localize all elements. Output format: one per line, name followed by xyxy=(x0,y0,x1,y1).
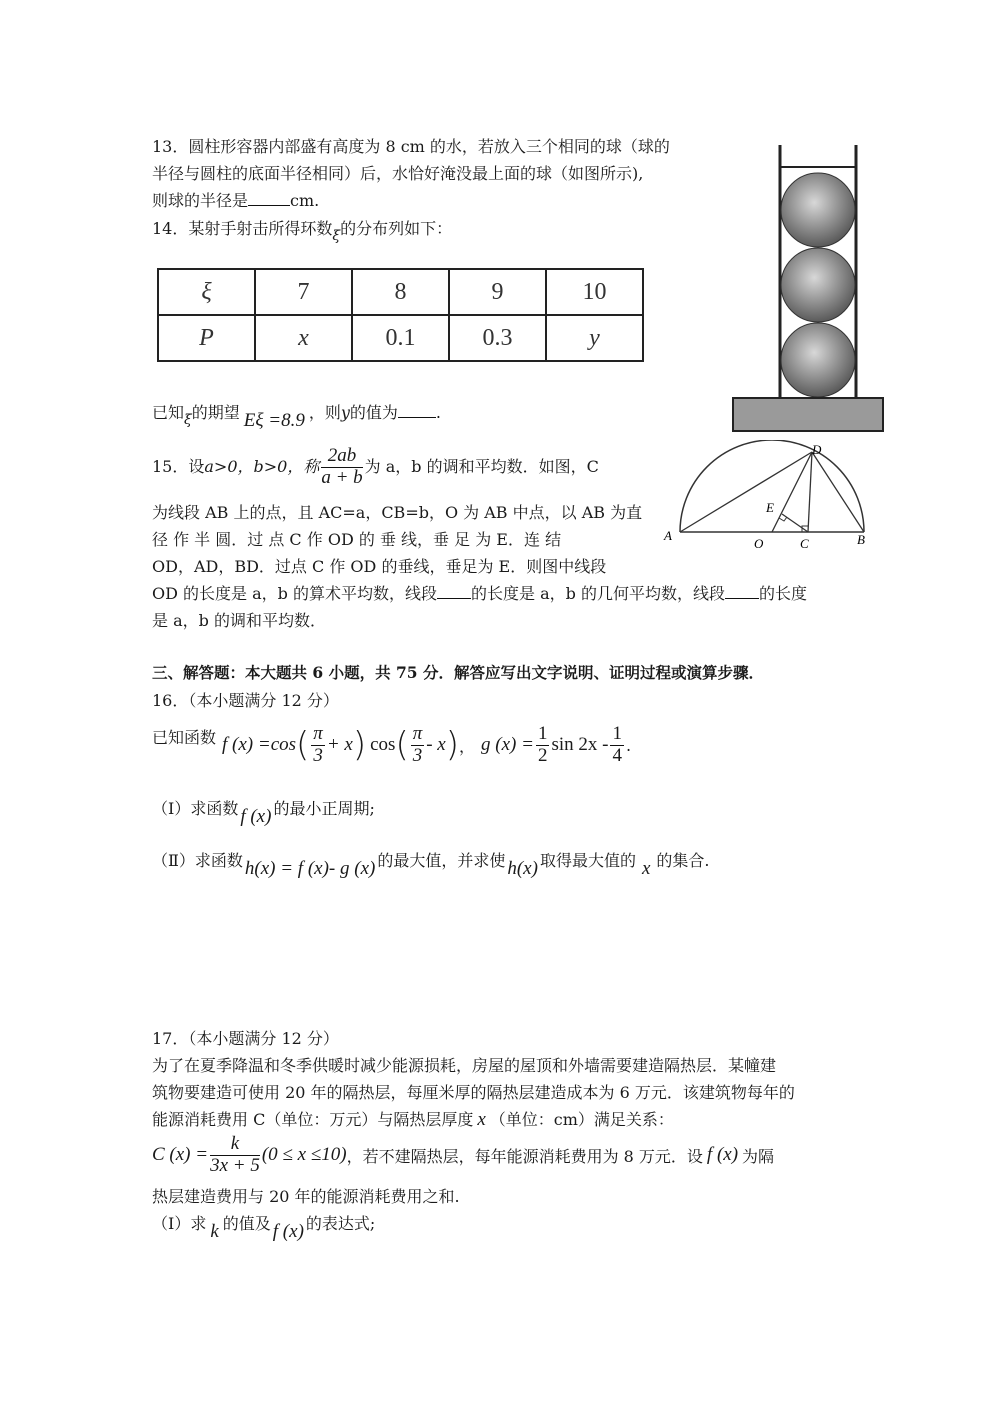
q17-text4-end: 为隔 xyxy=(742,1146,775,1166)
q16-known: 已知函数 xyxy=(152,728,217,747)
table-cell: 7 xyxy=(255,269,352,315)
part1-text: 的最小正周期; xyxy=(273,799,375,818)
q14-then: ，则 xyxy=(308,403,341,422)
q15-line5 xyxy=(152,581,807,604)
q14-value-label: 的值为 xyxy=(349,403,398,422)
q14-text: 14．某射手射击所得环数 xyxy=(152,219,333,238)
q17-text: 能源消耗费用 C（单位：万元）与隔热层厚度 xyxy=(152,1110,474,1129)
frac-denominator: 3 xyxy=(313,744,323,766)
frac-denominator: 2 xyxy=(537,744,548,766)
cylinder-balls-figure xyxy=(725,140,895,440)
q17-text4: ，若不建隔热层，每年能源消耗费用为 8 万元．设 xyxy=(346,1146,703,1166)
pi-over-3 xyxy=(311,724,325,767)
frac-denominator: a + b xyxy=(321,466,363,488)
q15-num: 15．设 xyxy=(152,456,205,476)
q17-line5: 热层建造费用与 20 年的能源消耗费用之和. xyxy=(152,1187,460,1206)
answer-blank xyxy=(725,598,759,599)
table-cell: 9 xyxy=(449,269,546,315)
var-k: k xyxy=(210,1221,219,1242)
label-B: B xyxy=(857,532,865,547)
semicircle-arc xyxy=(680,440,864,532)
label-A: A xyxy=(664,528,672,543)
var-y: y xyxy=(340,403,350,422)
q15-text-c: 的长度 xyxy=(758,584,807,603)
part2-text2: 取得最大值的 xyxy=(539,851,636,870)
frac-numerator: 2ab xyxy=(321,446,362,468)
cos-func: cos xyxy=(370,734,396,755)
frac-numerator: π xyxy=(313,722,323,744)
q16-part2 xyxy=(152,848,710,879)
q14-expectation xyxy=(152,400,441,431)
paren-close: ) xyxy=(445,725,460,765)
label-D: D xyxy=(812,442,822,457)
q14-expect-label: 的期望 xyxy=(191,403,240,422)
table-cell: 0.1 xyxy=(352,315,449,361)
part2-label: （Ⅱ）求函数 xyxy=(152,851,243,870)
answer-blank xyxy=(437,598,471,599)
base-plate xyxy=(733,398,883,431)
ball-top xyxy=(781,173,855,247)
label-C: C xyxy=(800,536,809,551)
part2-end: 的集合. xyxy=(656,851,710,870)
paren-open: ( xyxy=(296,725,310,765)
f-of-x: f (x) xyxy=(240,806,272,827)
right-angle-mark-E xyxy=(779,517,787,521)
q15-line1 xyxy=(152,446,599,489)
frac-denominator: 3x + 5 xyxy=(210,1154,260,1176)
one-half xyxy=(536,724,550,767)
var-x: x xyxy=(641,858,651,879)
distribution-table xyxy=(157,268,644,362)
h-of-x: h(x) xyxy=(507,858,538,879)
f-of-x: f (x) xyxy=(706,1144,739,1165)
expectation-formula: Eξ =8.9 xyxy=(243,410,305,431)
q15-line4: OD，AD，BD．过点 C 作 OD 的垂线，垂足为 E．则图中线段 xyxy=(152,557,607,576)
q17-part1 xyxy=(152,1211,376,1242)
frac-numerator: k xyxy=(210,1134,260,1156)
q14-line1 xyxy=(152,216,453,244)
table-row xyxy=(158,269,643,315)
q13-line2: 半径与圆柱的底面半径相同）后，水恰好淹没最上面的球（如图所示), xyxy=(152,164,644,183)
f-lhs: f (x) =cos xyxy=(222,734,297,755)
k-fraction xyxy=(210,1134,260,1177)
table-cell: 0.3 xyxy=(449,315,546,361)
paren-open: ( xyxy=(395,725,409,765)
part1-text: 的值及 xyxy=(222,1214,271,1233)
part1-label: （Ⅰ）求 xyxy=(152,1214,207,1233)
q16-title: 16．（本小题满分 12 分） xyxy=(152,691,339,710)
frac-numerator: 1 xyxy=(612,722,622,744)
q13-line1: 13．圆柱形容器内部盛有高度为 8 cm 的水，若放入三个相同的球（球的 xyxy=(152,137,670,156)
q16-given xyxy=(152,715,631,775)
answer-blank xyxy=(398,417,436,418)
q15-cond: a>0，b>0，称 xyxy=(204,456,320,476)
harmonic-fraction xyxy=(321,446,362,489)
section-3-heading: 三、解答题：本大题共 6 小题，共 75 分．解答应写出文字说明、证明过程或演算步骤． xyxy=(152,663,764,682)
table-cell: x xyxy=(255,315,352,361)
table-cell: P xyxy=(158,315,255,361)
segment-CE xyxy=(782,514,808,532)
segment-CD xyxy=(808,452,812,532)
q13-text: 则球的半径是 xyxy=(152,191,249,210)
label-E: E xyxy=(766,500,774,515)
segment-BD xyxy=(812,452,864,532)
q14-text-post: 的分布列如下： xyxy=(340,219,453,238)
var-x: x xyxy=(477,1109,486,1130)
q17-text-post: （单位：cm）满足关系： xyxy=(489,1110,674,1129)
q14-known: 已知 xyxy=(152,403,185,422)
q13-line3 xyxy=(152,188,319,211)
frac-denominator: 3 xyxy=(412,744,423,766)
part1-end: 的表达式; xyxy=(305,1214,376,1233)
domain-range: (0 ≤ x ≤10) xyxy=(261,1144,347,1165)
q17-line1: 为了在夏季降温和冬季供暖时减少能源损耗，房屋的屋顶和外墙需要建造隔热层．某幢建 xyxy=(152,1056,777,1075)
xi-symbol: ξ xyxy=(184,412,192,428)
q17-formula-line xyxy=(152,1128,774,1182)
q17-title: 17．（本小题满分 12 分） xyxy=(152,1029,339,1048)
table-cell: ξ xyxy=(158,269,255,315)
h-definition: h(x) = f (x)- g (x) xyxy=(244,858,376,879)
one-quarter xyxy=(610,724,624,767)
q15-line3: 径 作 半 圆．过 点 C 作 OD 的 垂 线，垂 足 为 E．连 结 xyxy=(152,530,562,549)
semicircle-figure xyxy=(660,440,875,555)
q15-line6: 是 a，b 的调和平均数． xyxy=(152,611,326,630)
paren-close: ) xyxy=(352,725,367,765)
plus-x: + x xyxy=(326,734,353,755)
f-of-x: f (x) xyxy=(272,1221,304,1242)
table-cell: y xyxy=(546,315,643,361)
g-lhs: g (x) = xyxy=(481,734,534,755)
frac-numerator: 1 xyxy=(537,722,548,744)
period: . xyxy=(435,403,441,422)
q15-text-b: 的长度是 a，b 的几何平均数，线段 xyxy=(471,584,725,603)
label-O: O xyxy=(754,536,764,551)
q15-text-a: OD 的长度是 a，b 的算术平均数，线段 xyxy=(152,584,437,603)
q13-unit: cm. xyxy=(290,191,320,210)
answer-blank xyxy=(248,205,290,206)
table-row xyxy=(158,315,643,361)
frac-denominator: 4 xyxy=(612,744,622,766)
xi-symbol: ξ xyxy=(332,228,341,244)
part1-label: （Ⅰ）求函数 xyxy=(152,799,239,818)
q16-part1 xyxy=(152,796,375,827)
q15-line1-end: 为 a，b 的调和平均数．如图，C xyxy=(364,456,599,476)
ball-middle xyxy=(781,248,855,322)
minus-x: - x xyxy=(426,734,446,755)
c-lhs: C (x) = xyxy=(152,1144,209,1165)
period: . xyxy=(625,735,632,755)
table-cell: 10 xyxy=(546,269,643,315)
frac-numerator: π xyxy=(412,722,423,744)
ball-bottom xyxy=(781,323,855,397)
comma: ， xyxy=(459,736,476,756)
q15-line2: 为线段 AB 上的点，且 AC=a，CB=b，O 为 AB 中点，以 AB 为直 xyxy=(152,503,643,522)
q17-line2: 筑物要建造可使用 20 年的隔热层，每厘米厚的隔热层建造成本为 6 万元．该建筑物每年的 xyxy=(152,1083,795,1102)
table-cell: 8 xyxy=(352,269,449,315)
pi-over-3 xyxy=(411,724,425,767)
part2-text: 的最大值，并求使 xyxy=(377,851,506,870)
sin-term: sin 2x - xyxy=(551,734,609,755)
